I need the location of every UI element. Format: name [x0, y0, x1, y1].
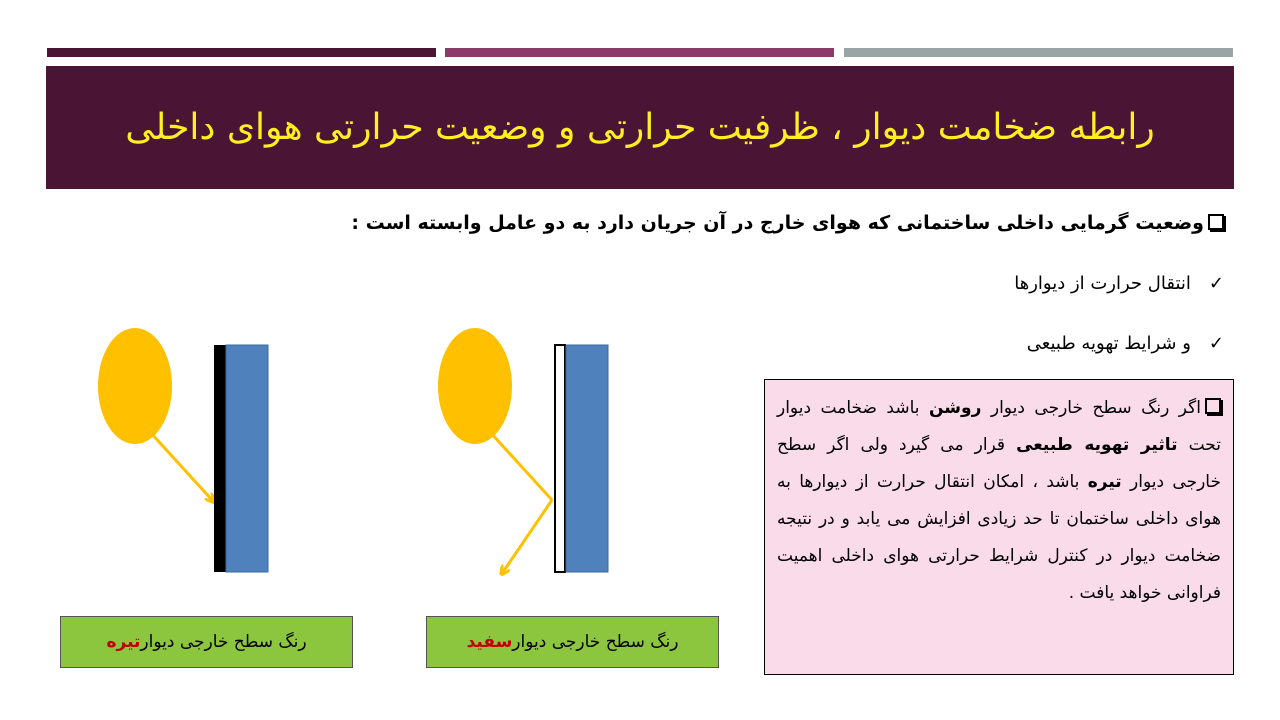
sun-icon	[98, 328, 172, 444]
heat-ray-arrow	[490, 432, 552, 500]
dark-wall-diagram	[98, 328, 268, 572]
note-emphasis: تیره	[1087, 472, 1122, 492]
caption-white-wall	[426, 616, 719, 668]
caption-dark-wall	[60, 616, 353, 668]
sun-icon	[438, 328, 512, 444]
caption-text: رنگ سطح خارجی دیوار	[140, 632, 307, 652]
white-outer-surface	[555, 345, 565, 572]
note-text: اگر رنگ سطح خارجی دیوار	[981, 398, 1201, 418]
slide-title: رابطه ضخامت دیوار ، ظرفیت حرارتی و وضعیت حرارتی هوای داخلی	[125, 107, 1155, 148]
caption-highlight: تیره	[106, 632, 141, 652]
square-bullet-icon	[1205, 398, 1221, 414]
reflected-ray-arrow	[503, 500, 552, 572]
white-wall-diagram	[438, 328, 608, 572]
note-text: باشد ضخامت دیوار تحت	[777, 398, 1221, 455]
wall-body	[226, 345, 268, 572]
factor-label: انتقال حرارت از دیوارها	[1014, 273, 1191, 294]
note-text: باشد ، امکان انتقال حرارت از دیوارها به هوای داخلی ساختمان تا حد زیادی افزایش می یابد و در نتیجه ضخامت دیوار در کنترل شرایط حرارتی هوای داخلی اهمیت فراوانی خواهد یافت .	[777, 472, 1221, 603]
explanation-box	[764, 379, 1234, 675]
dark-outer-surface	[214, 345, 226, 572]
heat-ray-arrow	[150, 432, 212, 500]
wall-body	[566, 345, 608, 572]
note-text: قرار می گیرد ولی اگر سطح خارجی دیوار	[777, 435, 1221, 492]
intro-text: وضعیت گرمایی داخلی ساختمانی که هوای خارج در آن جریان دارد به دو عامل وابسته است :	[351, 212, 1204, 234]
caption-highlight: سفید	[466, 632, 513, 652]
note-emphasis: روشن	[929, 398, 982, 418]
note-emphasis: تاثیر تهویه طبیعی	[1016, 435, 1178, 455]
check-icon: ✓	[1208, 273, 1224, 294]
caption-text: رنگ سطح خارجی دیوار	[512, 632, 679, 652]
factor-label: و شرایط تهویه طبیعی	[1026, 333, 1191, 354]
check-icon: ✓	[1208, 333, 1224, 354]
